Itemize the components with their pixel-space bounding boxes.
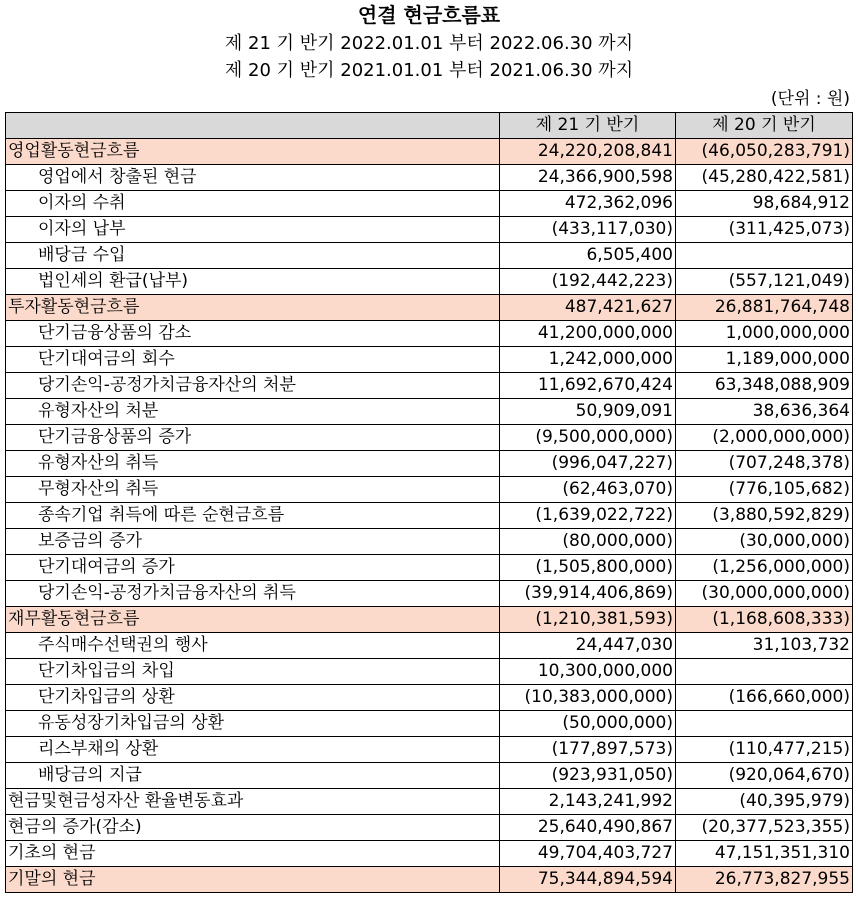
row-label: 법인세의 환급(납부) (6, 269, 500, 295)
prior-period-value (676, 243, 853, 269)
prior-period-value (676, 711, 853, 737)
prior-period-value: 63,348,088,909 (676, 373, 853, 399)
table-row (6, 191, 853, 217)
table-row (6, 789, 853, 815)
prior-period-value: (40,395,979) (676, 789, 853, 815)
current-period-value: (1,505,800,000) (500, 555, 676, 581)
prior-period-value: (46,050,283,791) (676, 139, 853, 165)
prior-period-value: (30,000,000) (676, 529, 853, 555)
row-label: 당기손익-공정가치금융자산의 취득 (6, 581, 500, 607)
table-row (6, 685, 853, 711)
prior-period-value: (557,121,049) (676, 269, 853, 295)
current-period-value: (433,117,030) (500, 217, 676, 243)
row-label: 단기차입금의 상환 (6, 685, 500, 711)
period-current: 제 21 기 반기 2022.01.01 부터 2022.06.30 까지 (224, 33, 634, 54)
current-period-value: (62,463,070) (500, 477, 676, 503)
prior-period-value: (2,000,000,000) (676, 425, 853, 451)
table-row (6, 503, 853, 529)
table-header-row (6, 113, 853, 139)
table-row (6, 399, 853, 425)
table-row (6, 555, 853, 581)
table-row (6, 763, 853, 789)
prior-period-value: (20,377,523,355) (676, 815, 853, 841)
period-prior: 제 20 기 반기 2021.01.01 부터 2021.06.30 까지 (224, 60, 634, 81)
header-label (6, 113, 500, 139)
row-label: 유동성장기차입금의 상환 (6, 711, 500, 737)
current-period-value: 24,447,030 (500, 633, 676, 659)
current-period-value: (192,442,223) (500, 269, 676, 295)
row-label: 단기대여금의 회수 (6, 347, 500, 373)
current-period-value: 49,704,403,727 (500, 841, 676, 867)
row-label: 영업에서 창출된 현금 (6, 165, 500, 191)
row-label: 단기차입금의 차입 (6, 659, 500, 685)
prior-period-value: 31,103,732 (676, 633, 853, 659)
row-label: 단기금융상품의 증가 (6, 425, 500, 451)
table-body (6, 139, 853, 893)
row-label: 현금의 증가(감소) (6, 815, 500, 841)
row-label: 종속기업 취득에 따른 순현금흐름 (6, 503, 500, 529)
table-row (6, 659, 853, 685)
current-period-value: (50,000,000) (500, 711, 676, 737)
row-label: 단기금융상품의 감소 (6, 321, 500, 347)
current-period-value: 487,421,627 (500, 295, 676, 321)
unit-label: (단위 : 원) (770, 89, 850, 109)
prior-period-value: (707,248,378) (676, 451, 853, 477)
row-label: 기말의 현금 (6, 867, 500, 893)
row-label: 기초의 현금 (6, 841, 500, 867)
prior-period-value: (166,660,000) (676, 685, 853, 711)
row-label: 배당금 수입 (6, 243, 500, 269)
current-period-value: 41,200,000,000 (500, 321, 676, 347)
row-label: 당기손익-공정가치금융자산의 처분 (6, 373, 500, 399)
header-prior-period: 제 20 기 반기 (676, 113, 853, 139)
table-row (6, 425, 853, 451)
prior-period-value: (311,425,073) (676, 217, 853, 243)
current-period-value: 1,242,000,000 (500, 347, 676, 373)
statement-title: 연결 현금흐름표 (357, 3, 501, 27)
current-period-value: (10,383,000,000) (500, 685, 676, 711)
row-label: 이자의 납부 (6, 217, 500, 243)
table-row (6, 321, 853, 347)
table-row (6, 737, 853, 763)
row-label: 단기대여금의 증가 (6, 555, 500, 581)
current-period-value: (1,210,381,593) (500, 607, 676, 633)
current-period-value: 10,300,000,000 (500, 659, 676, 685)
prior-period-value: 1,000,000,000 (676, 321, 853, 347)
prior-period-value: (920,064,670) (676, 763, 853, 789)
current-period-value: 24,366,900,598 (500, 165, 676, 191)
prior-period-value: (110,477,215) (676, 737, 853, 763)
current-period-value: 24,220,208,841 (500, 139, 676, 165)
row-label: 보증금의 증가 (6, 529, 500, 555)
section-row (6, 867, 853, 893)
row-label: 투자활동현금흐름 (6, 295, 500, 321)
table-row (6, 841, 853, 867)
table-row (6, 269, 853, 295)
current-period-value: (1,639,022,722) (500, 503, 676, 529)
prior-period-value (676, 659, 853, 685)
current-period-value: (996,047,227) (500, 451, 676, 477)
table-row (6, 815, 853, 841)
section-row (6, 139, 853, 165)
current-period-value: 25,640,490,867 (500, 815, 676, 841)
prior-period-value: 26,773,827,955 (676, 867, 853, 893)
current-period-value: 2,143,241,992 (500, 789, 676, 815)
section-row (6, 295, 853, 321)
prior-period-value: (776,105,682) (676, 477, 853, 503)
table-row (6, 243, 853, 269)
current-period-value: (923,931,050) (500, 763, 676, 789)
prior-period-value: (1,168,608,333) (676, 607, 853, 633)
prior-period-value: (3,880,592,829) (676, 503, 853, 529)
cash-flow-table (5, 112, 853, 893)
table-row (6, 347, 853, 373)
table-row (6, 451, 853, 477)
prior-period-value: 38,636,364 (676, 399, 853, 425)
row-label: 영업활동현금흐름 (6, 139, 500, 165)
prior-period-value: 47,151,351,310 (676, 841, 853, 867)
row-label: 배당금의 지급 (6, 763, 500, 789)
current-period-value: (39,914,406,869) (500, 581, 676, 607)
prior-period-value: 98,684,912 (676, 191, 853, 217)
table-row (6, 373, 853, 399)
header-current-period: 제 21 기 반기 (500, 113, 676, 139)
current-period-value: 472,362,096 (500, 191, 676, 217)
row-label: 무형자산의 취득 (6, 477, 500, 503)
table-row (6, 711, 853, 737)
prior-period-value: (30,000,000,000) (676, 581, 853, 607)
table-row (6, 529, 853, 555)
table-row (6, 477, 853, 503)
row-label: 리스부채의 상환 (6, 737, 500, 763)
current-period-value: (177,897,573) (500, 737, 676, 763)
table-row (6, 581, 853, 607)
current-period-value: 75,344,894,594 (500, 867, 676, 893)
current-period-value: (9,500,000,000) (500, 425, 676, 451)
current-period-value: 50,909,091 (500, 399, 676, 425)
table-row (6, 633, 853, 659)
table-row (6, 165, 853, 191)
prior-period-value: (1,256,000,000) (676, 555, 853, 581)
row-label: 재무활동현금흐름 (6, 607, 500, 633)
row-label: 유형자산의 처분 (6, 399, 500, 425)
row-label: 현금및현금성자산 환율변동효과 (6, 789, 500, 815)
row-label: 주식매수선택권의 행사 (6, 633, 500, 659)
current-period-value: (80,000,000) (500, 529, 676, 555)
current-period-value: 6,505,400 (500, 243, 676, 269)
prior-period-value: 26,881,764,748 (676, 295, 853, 321)
row-label: 유형자산의 취득 (6, 451, 500, 477)
table-row (6, 217, 853, 243)
prior-period-value: (45,280,422,581) (676, 165, 853, 191)
prior-period-value: 1,189,000,000 (676, 347, 853, 373)
current-period-value: 11,692,670,424 (500, 373, 676, 399)
section-row (6, 607, 853, 633)
row-label: 이자의 수취 (6, 191, 500, 217)
